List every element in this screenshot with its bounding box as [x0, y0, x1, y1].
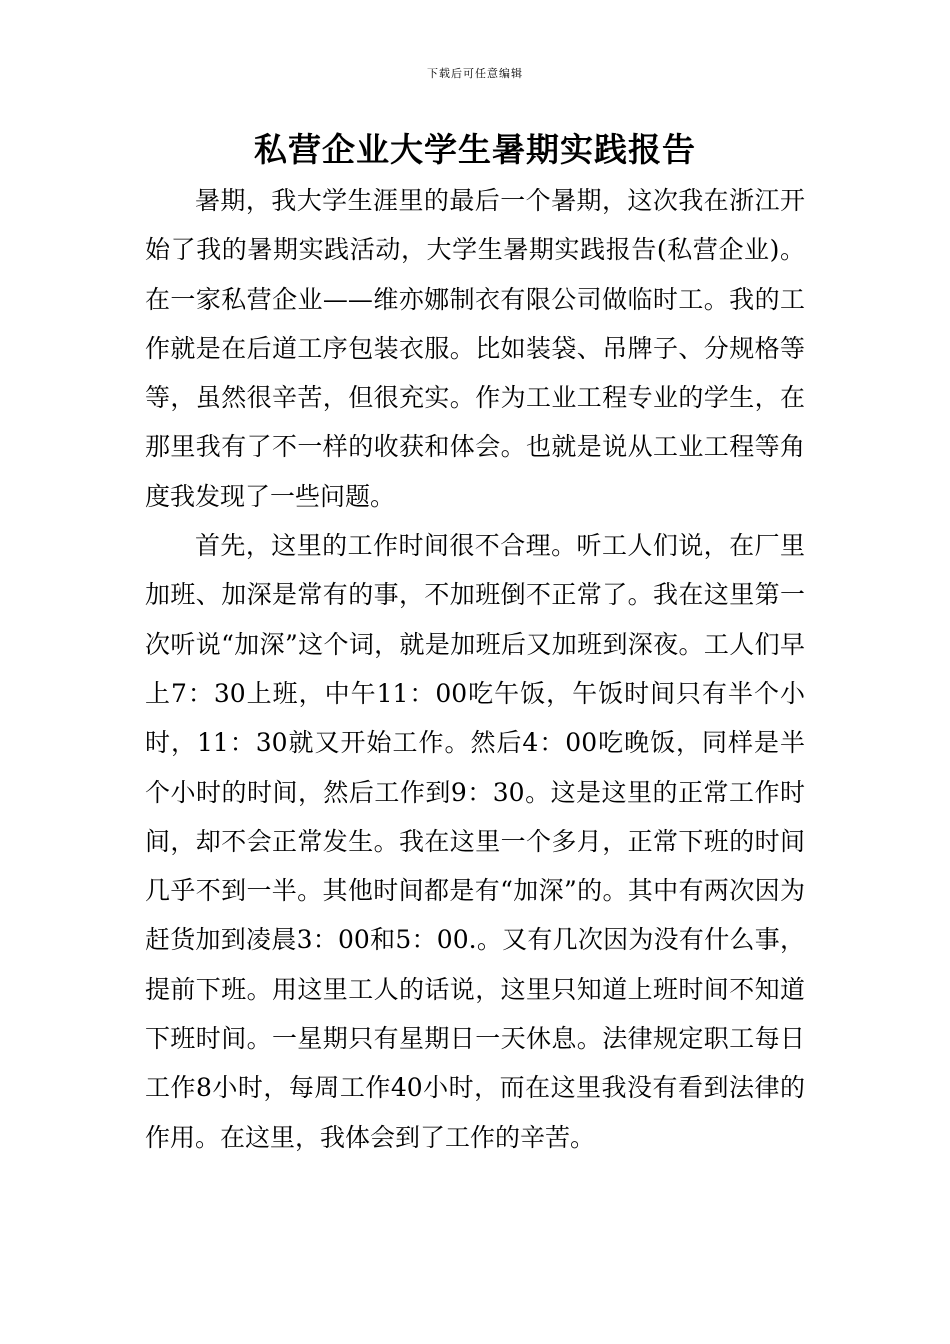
document-body — [145, 176, 805, 1162]
document-title: 私营企业大学生暑期实践报告 — [254, 130, 696, 169]
paragraph-1: 暑期，我大学生涯里的最后一个暑期，这次我在浙江开始了我的暑期实践活动，大学生暑期实践报告(私营企业)。在一家私营企业——维亦娜制衣有限公司做临时工。我的工作就是在后道工序包装衣服。比如装袋、吊牌子、分规格等等，虽然很辛苦，但很充实。作为工业工程专业的学生，在那里我有了不一样的收获和体会。也就是说从工业工程等角度我发现了一些问题。 — [145, 186, 805, 511]
paragraph-2: 首先，这里的工作时间很不合理。听工人们说，在厂里加班、加深是常有的事，不加班倒不正常了。我在这里第一次听说“加深”这个词，就是加班后又加班到深夜。工人们早上7：30上班，中午11：00吃午饭，午饭时间只有半个小时，11：30就又开始工作。然后4：00吃晚饭，同样是半个小时的时间，然后工作到9：30。这是这里的正常工作时间，却不会正常发生。我在这里一个多月，正常下班的时间几乎不到一半。其他时间都是有“加深”的。其中有两次因为赶货加到凌晨3：00和5：00.。又有几次因为没有什么事，提前下班。用这里工人的话说，这里只知道上班时间不知道下班时间。一星期只有星期日一天休息。法律规定职工每日工作8小时，每周工作40小时，而在这里我没有看到法律的作用。在这里，我体会到了工作的辛苦。 — [145, 531, 805, 1152]
header-note: 下载后可任意编辑 — [427, 67, 523, 80]
